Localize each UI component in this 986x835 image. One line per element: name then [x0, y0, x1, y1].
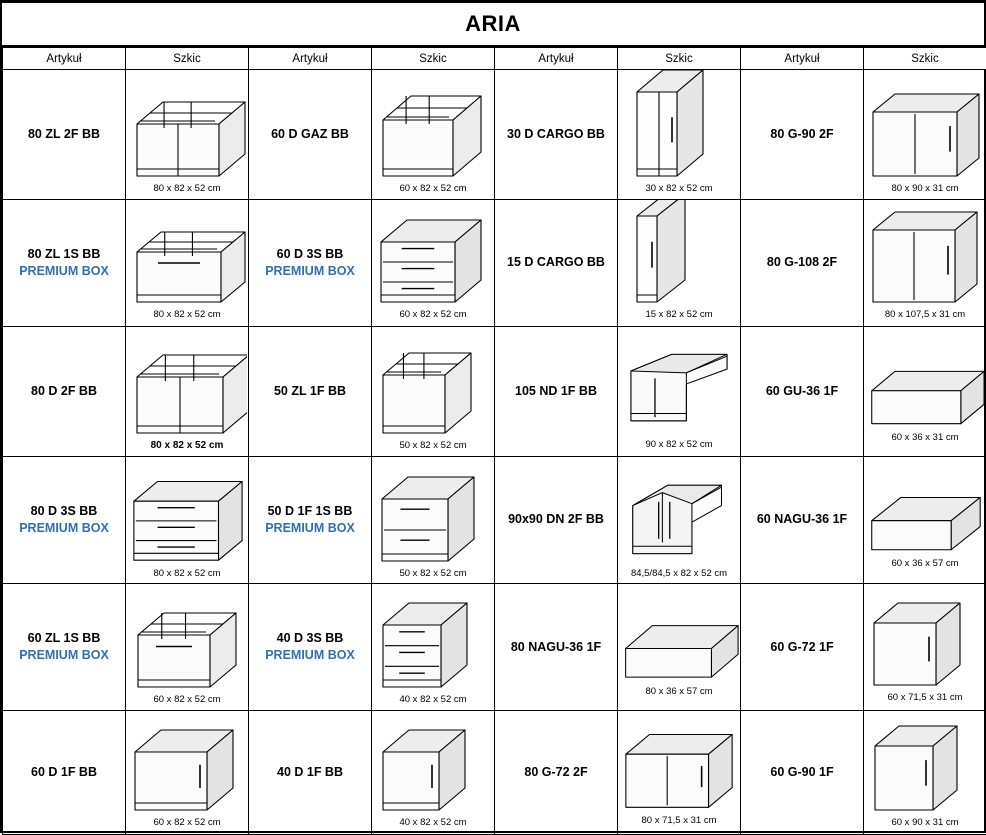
article-cell: [741, 456, 864, 584]
column-header-article-2: Artykuł: [249, 48, 372, 70]
article-name: 60 D 3S BB: [249, 246, 371, 263]
sketch-cell: [372, 70, 495, 200]
sketch-cell: [126, 199, 249, 326]
article-cell: [3, 711, 126, 835]
dimension-label: 80 x 82 x 52 cm: [153, 567, 220, 584]
article-badge: PREMIUM BOX: [3, 647, 125, 664]
article-cell: [741, 584, 864, 711]
sketch-cell: [618, 326, 741, 456]
sketch-cell: [618, 456, 741, 584]
article-name: 90x90 DN 2F BB: [495, 511, 617, 528]
article-name: 15 D CARGO BB: [495, 254, 617, 271]
column-header-sketch-2: Szkic: [372, 48, 495, 70]
column-header-article-1: Artykuł: [3, 48, 126, 70]
dimension-label: 80 x 107,5 x 31 cm: [885, 308, 965, 325]
sketch-cell: [372, 326, 495, 456]
article-cell: [495, 711, 618, 835]
sketch-cell: [864, 70, 986, 200]
article-cell: [495, 70, 618, 200]
base-3drawer-wide-icon: [126, 457, 248, 567]
sketch-cell: [618, 584, 741, 711]
sketch-cell: [618, 199, 741, 326]
article-cell: [3, 199, 126, 326]
table-row: [3, 199, 986, 326]
wall-hood-box-icon: [864, 467, 986, 557]
article-name: 40 D 1F BB: [249, 764, 371, 781]
article-name: 60 D 1F BB: [3, 764, 125, 781]
dimension-label: 60 x 82 x 52 cm: [399, 182, 466, 199]
article-name: 80 D 2F BB: [3, 383, 125, 400]
dimension-label: 60 x 36 x 57 cm: [891, 557, 958, 574]
article-name: 60 NAGU-36 1F: [741, 511, 863, 528]
sink-base-1drawer-icon: [126, 200, 248, 308]
dimension-label: 60 x 71,5 x 31 cm: [888, 691, 963, 708]
table-row: [3, 70, 986, 200]
article-name: 80 G-90 2F: [741, 126, 863, 143]
article-cell: [741, 711, 864, 835]
table-header: [3, 48, 986, 70]
article-cell: [249, 584, 372, 711]
dimension-label: 60 x 82 x 52 cm: [399, 308, 466, 325]
page-title: ARIA: [465, 11, 521, 37]
wall-2door-icon: [618, 714, 740, 814]
dimension-label: 40 x 82 x 52 cm: [399, 693, 466, 710]
column-header-article-3: Artykuł: [495, 48, 618, 70]
dimension-label: 40 x 82 x 52 cm: [399, 816, 466, 833]
sketch-cell: [126, 584, 249, 711]
sketch-cell: [126, 70, 249, 200]
gas-hob-base-icon: [372, 70, 494, 182]
article-cell: [741, 70, 864, 200]
article-name: 30 D CARGO BB: [495, 126, 617, 143]
article-name: 80 G-72 2F: [495, 764, 617, 781]
wall-1door-icon: [864, 587, 986, 691]
article-cell: [249, 199, 372, 326]
table-row: [3, 326, 986, 456]
article-name: 60 GU-36 1F: [741, 383, 863, 400]
base-1door-narrow-icon: [372, 712, 494, 816]
article-name: 80 G-108 2F: [741, 254, 863, 271]
wall-2door-tall-icon: [864, 70, 986, 182]
article-name: 80 ZL 1S BB: [3, 246, 125, 263]
dimension-label: 60 x 90 x 31 cm: [891, 816, 958, 833]
article-name: 60 ZL 1S BB: [3, 630, 125, 647]
corner-base-1door-icon: [618, 328, 740, 438]
column-header-sketch-1: Szkic: [126, 48, 249, 70]
dimension-label: 80 x 82 x 52 cm: [153, 308, 220, 325]
sketch-cell: [618, 711, 741, 835]
column-header-sketch-4: Szkic: [864, 48, 986, 70]
catalog-table: [2, 47, 986, 835]
column-header-article-4: Artykuł: [741, 48, 864, 70]
article-cell: [249, 326, 372, 456]
article-cell: [3, 326, 126, 456]
sketch-cell: [372, 199, 495, 326]
sketch-cell: [372, 456, 495, 584]
table-row: [3, 584, 986, 711]
article-name: 80 D 3S BB: [3, 503, 125, 520]
wall-low-box-icon: [864, 335, 986, 431]
sketch-cell: [618, 70, 741, 200]
wall-1door-tall-icon: [864, 712, 986, 816]
base-3drawer-icon: [372, 200, 494, 308]
article-name: 60 D GAZ BB: [249, 126, 371, 143]
sink-base-1drawer-narrow-icon: [126, 585, 248, 693]
sketch-cell: [372, 584, 495, 711]
dimension-label: 60 x 82 x 52 cm: [153, 693, 220, 710]
dimension-label: 50 x 82 x 52 cm: [399, 567, 466, 584]
dimension-label: 84,5/84,5 x 82 x 52 cm: [631, 567, 727, 584]
sheet-title-bar: [2, 3, 984, 47]
sketch-cell: [864, 584, 986, 711]
sketch-cell: [372, 711, 495, 835]
dimension-label: 80 x 90 x 31 cm: [891, 182, 958, 199]
sketch-cell: [864, 711, 986, 835]
sketch-cell: [126, 456, 249, 584]
base-3drawer-narrow-icon: [372, 585, 494, 693]
dimension-label: 80 x 36 x 57 cm: [645, 685, 712, 702]
article-badge: PREMIUM BOX: [3, 520, 125, 537]
article-cell: [3, 584, 126, 711]
dimension-label: 80 x 71,5 x 31 cm: [642, 814, 717, 831]
dimension-label: 80 x 82 x 52 cm: [151, 439, 224, 456]
article-cell: [249, 456, 372, 584]
sketch-cell: [864, 199, 986, 326]
article-cell: [495, 584, 618, 711]
sink-base-2door-icon: [126, 70, 248, 182]
article-name: 40 D 3S BB: [249, 630, 371, 647]
column-header-sketch-3: Szkic: [618, 48, 741, 70]
dimension-label: 15 x 82 x 52 cm: [645, 308, 712, 325]
table-row: [3, 711, 986, 835]
dimension-label: 30 x 82 x 52 cm: [645, 182, 712, 199]
article-name: 50 D 1F 1S BB: [249, 503, 371, 520]
article-name: 80 NAGU-36 1F: [495, 639, 617, 656]
base-1door-icon: [126, 712, 248, 816]
article-cell: [741, 199, 864, 326]
corner-base-2door-icon: [618, 457, 740, 567]
dimension-label: 80 x 82 x 52 cm: [153, 182, 220, 199]
sink-base-1door-icon: [372, 327, 494, 439]
sketch-cell: [126, 326, 249, 456]
table-body: [3, 70, 986, 835]
cargo-base-slim-icon: [618, 200, 740, 308]
article-name: 60 G-72 1F: [741, 639, 863, 656]
article-name: 105 ND 1F BB: [495, 383, 617, 400]
article-cell: [249, 711, 372, 835]
base-2door-open-icon: [126, 327, 248, 439]
base-1door-1drawer-icon: [372, 457, 494, 567]
dimension-label: 60 x 82 x 52 cm: [153, 816, 220, 833]
article-name: 80 ZL 2F BB: [3, 126, 125, 143]
article-cell: [3, 70, 126, 200]
wall-hood-box-wide-icon: [618, 593, 740, 685]
sketch-cell: [864, 326, 986, 456]
article-cell: [741, 326, 864, 456]
dimension-label: 50 x 82 x 52 cm: [399, 439, 466, 456]
article-cell: [495, 456, 618, 584]
sketch-cell: [864, 456, 986, 584]
cargo-base-narrow-icon: [618, 70, 740, 182]
article-badge: PREMIUM BOX: [249, 520, 371, 537]
table-row: [3, 456, 986, 584]
article-badge: PREMIUM BOX: [249, 263, 371, 280]
wall-2door-xtall-icon: [864, 200, 986, 308]
article-cell: [495, 199, 618, 326]
article-name: 50 ZL 1F BB: [249, 383, 371, 400]
article-badge: PREMIUM BOX: [249, 647, 371, 664]
article-cell: [495, 326, 618, 456]
dimension-label: 90 x 82 x 52 cm: [645, 438, 712, 455]
sketch-cell: [126, 711, 249, 835]
article-cell: [3, 456, 126, 584]
article-badge: PREMIUM BOX: [3, 263, 125, 280]
article-cell: [249, 70, 372, 200]
article-name: 60 G-90 1F: [741, 764, 863, 781]
dimension-label: 60 x 36 x 31 cm: [891, 431, 958, 448]
